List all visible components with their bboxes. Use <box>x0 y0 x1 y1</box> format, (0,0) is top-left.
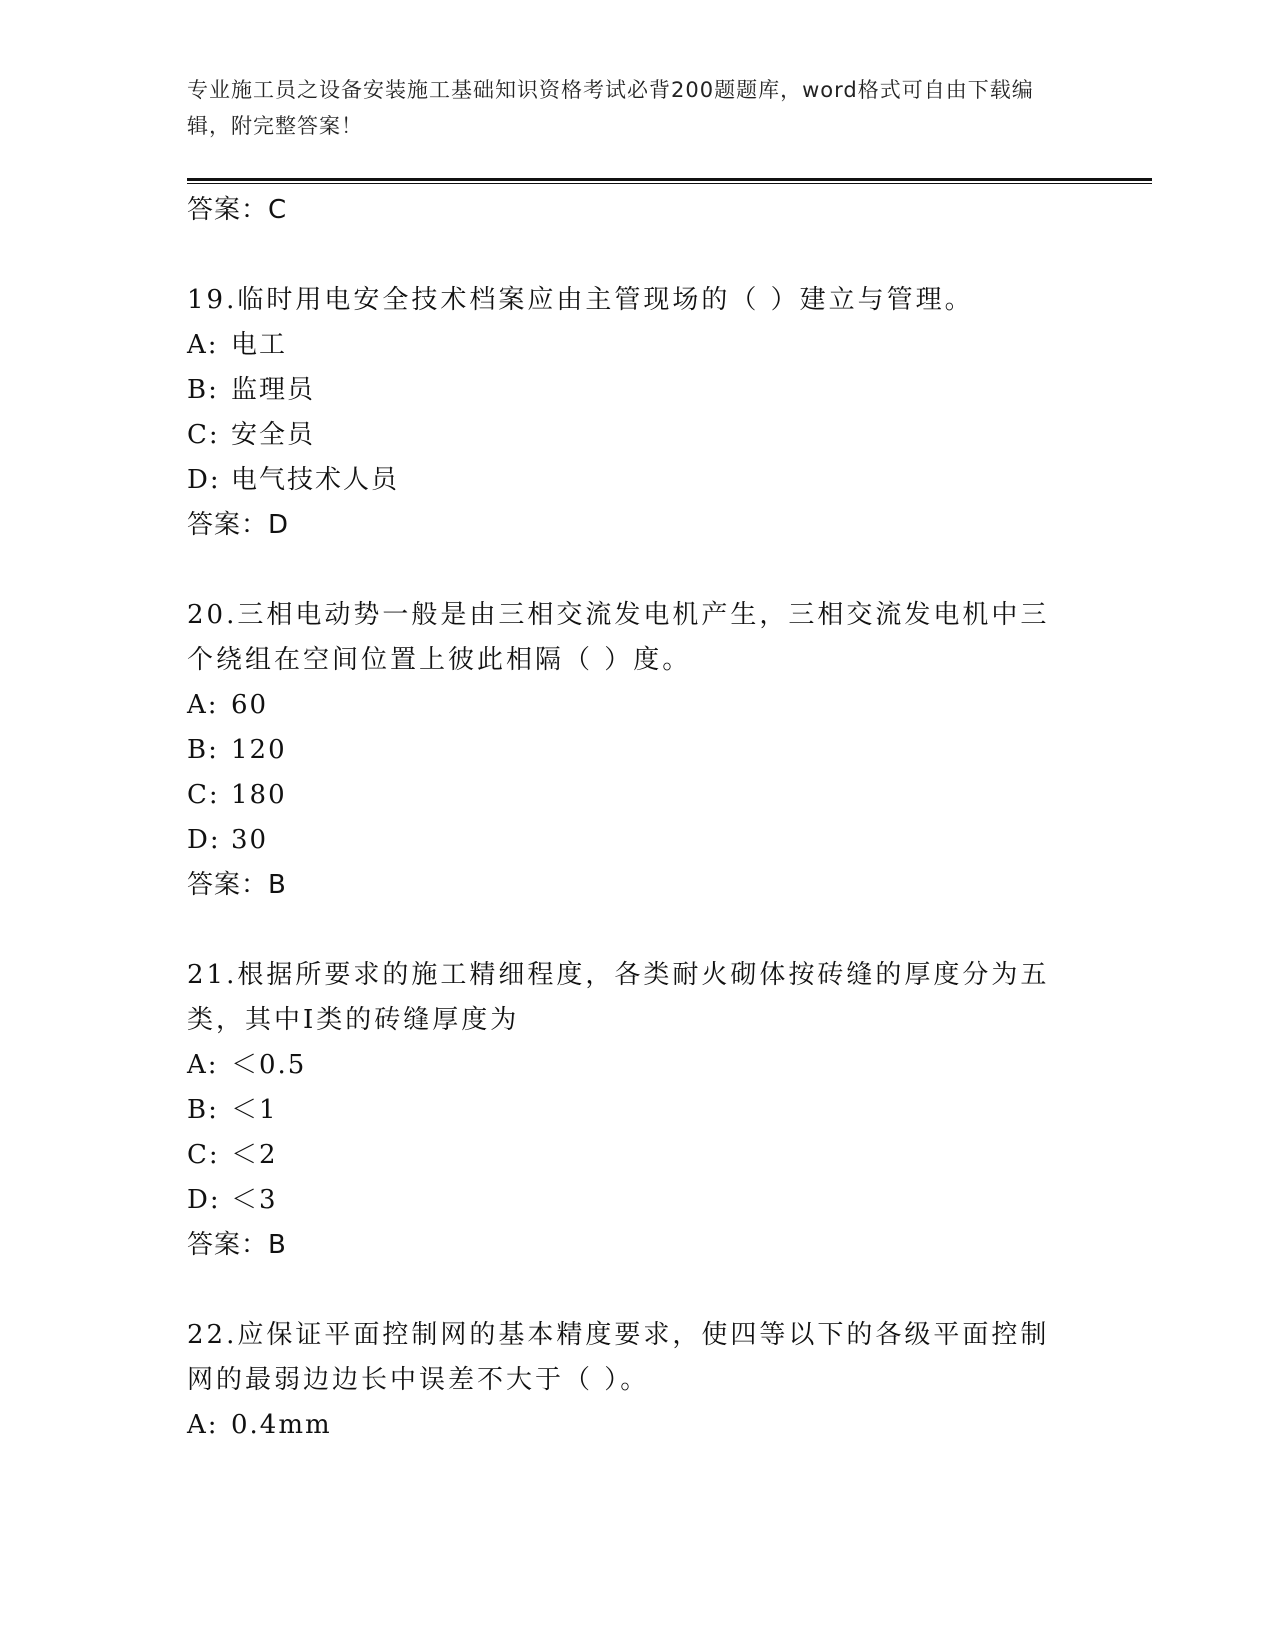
option-d <box>187 458 1087 503</box>
option-text: 0.4mm <box>231 1410 332 1440</box>
question-text <box>187 278 1067 323</box>
question-block <box>187 953 1087 1268</box>
spacer <box>187 233 1087 278</box>
option-d <box>187 1178 1087 1223</box>
option-b <box>187 368 1087 413</box>
question-number: 22. <box>187 1320 238 1350</box>
spacer <box>187 548 1087 593</box>
question-number: 19. <box>187 285 238 315</box>
option-text: ＜2 <box>231 1140 278 1170</box>
option-letter: D: <box>187 465 221 495</box>
option-c <box>187 773 1087 818</box>
question-stem: 根据所要求的施工精细程度，各类耐火砌体按砖缝的厚度分为五类，其中I类的砖缝厚度为 <box>187 960 1050 1035</box>
option-a <box>187 683 1087 728</box>
option-c <box>187 413 1087 458</box>
option-letter: C: <box>187 1140 220 1170</box>
answer-prefix: 答案： <box>187 510 269 540</box>
spacer <box>187 1268 1087 1313</box>
answer-prefix: 答案： <box>187 1230 269 1260</box>
answer-line <box>187 188 1087 233</box>
page-header: 专业施工员之设备安装施工基础知识资格考试必背200题题库，word格式可自由下载编辑，附完整答案！ <box>187 78 1034 138</box>
option-text: 180 <box>231 780 287 810</box>
option-letter: A: <box>187 690 219 720</box>
option-text: 电工 <box>231 330 288 360</box>
option-letter: D: <box>187 1185 221 1215</box>
header-divider-thick <box>187 178 1152 181</box>
option-letter: A: <box>187 1050 219 1080</box>
option-letter: A: <box>187 330 219 360</box>
option-text: 电气技术人员 <box>231 465 400 495</box>
option-b <box>187 1088 1087 1133</box>
question-number: 20. <box>187 600 238 630</box>
option-text: 120 <box>231 735 287 765</box>
question-block <box>187 593 1087 908</box>
option-text: 60 <box>231 690 269 720</box>
answer-line <box>187 863 1087 908</box>
option-letter: A: <box>187 1410 219 1440</box>
option-b <box>187 728 1087 773</box>
option-a <box>187 323 1087 368</box>
question-number: 21. <box>187 960 238 990</box>
option-c <box>187 1133 1087 1178</box>
answer-prefix: 答案： <box>187 870 269 900</box>
option-text: ＜0.5 <box>231 1050 307 1080</box>
question-stem: 三相电动势一般是由三相交流发电机产生，三相交流发电机中三个绕组在空间位置上彼此相隔（ ）度。 <box>187 600 1050 675</box>
answer-value: B <box>268 870 287 900</box>
question-text <box>187 953 1067 1043</box>
header-divider-thin <box>187 183 1152 184</box>
option-text: 监理员 <box>231 375 316 405</box>
question-stem: 应保证平面控制网的基本精度要求，使四等以下的各级平面控制网的最弱边边长中误差不大于（ ）。 <box>187 1320 1050 1395</box>
option-letter: D: <box>187 825 221 855</box>
question-block <box>187 1313 1087 1448</box>
answer-prefix: 答案： <box>187 195 269 225</box>
answer-line <box>187 503 1087 548</box>
question-stem: 临时用电安全技术档案应由主管现场的（ ）建立与管理。 <box>237 285 974 315</box>
question-list <box>187 188 1087 1448</box>
option-letter: C: <box>187 780 220 810</box>
option-letter: C: <box>187 420 220 450</box>
option-text: ＜3 <box>231 1185 278 1215</box>
option-text: ＜1 <box>231 1095 278 1125</box>
option-a <box>187 1043 1087 1088</box>
option-d <box>187 818 1087 863</box>
answer-line <box>187 1223 1087 1268</box>
answer-value: C <box>268 195 288 225</box>
answer-value: B <box>268 1230 287 1260</box>
spacer <box>187 908 1087 953</box>
question-text <box>187 1313 1067 1403</box>
option-letter: B: <box>187 735 219 765</box>
option-letter: B: <box>187 375 219 405</box>
option-a <box>187 1403 1087 1448</box>
option-text: 安全员 <box>231 420 316 450</box>
option-text: 30 <box>231 825 269 855</box>
question-text <box>187 593 1067 683</box>
question-block <box>187 278 1087 548</box>
answer-value: D <box>268 510 290 540</box>
option-letter: B: <box>187 1095 219 1125</box>
